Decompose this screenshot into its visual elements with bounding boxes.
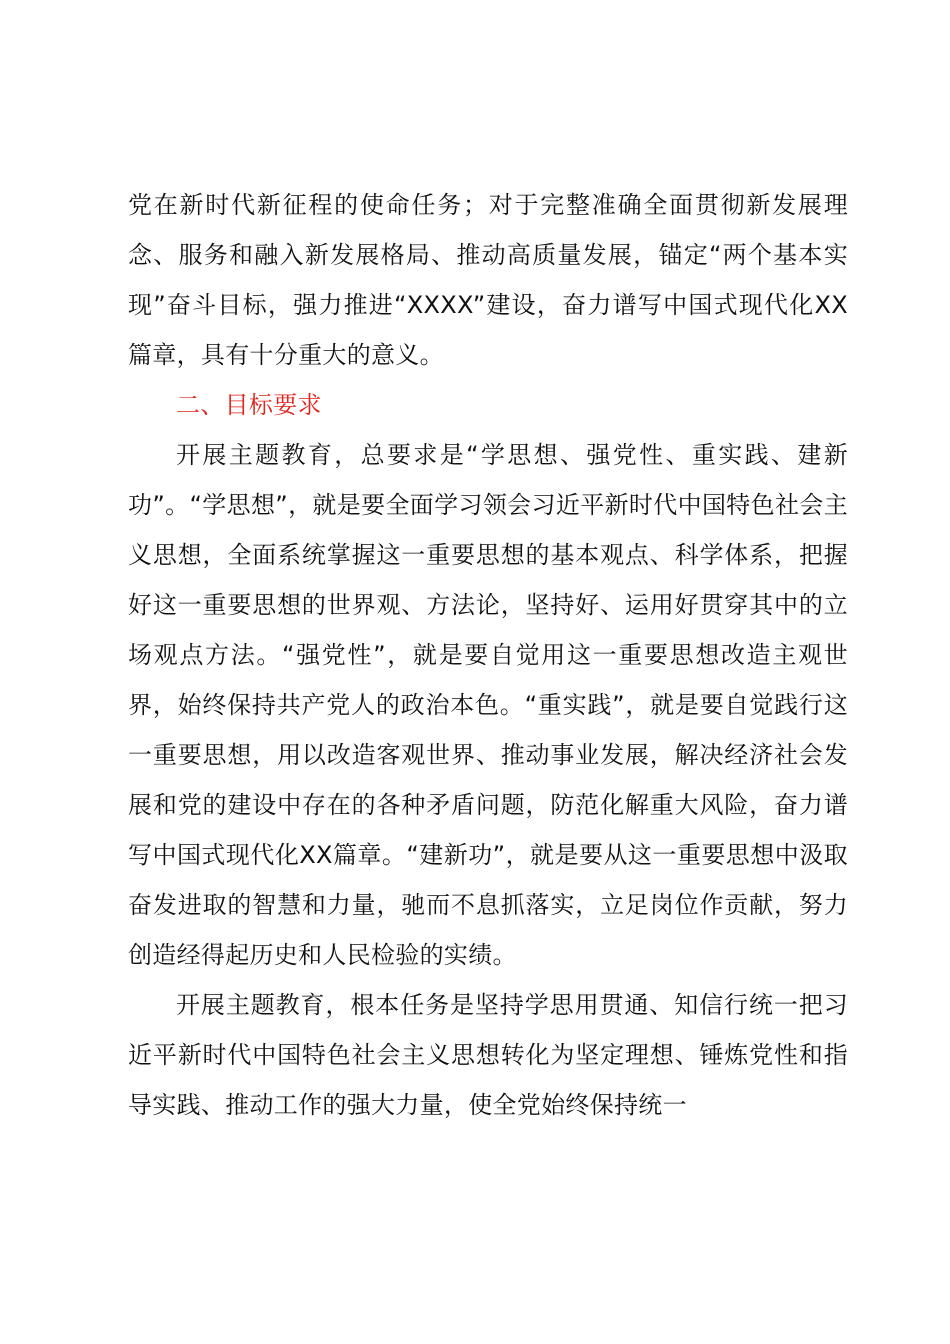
body-paragraph-fundamental-task: 开展主题教育，根本任务是坚持学思用贯通、知信行统一把习近平新时代中国特色社会主义思想转化为坚定理想、锤炼党性和指导实践、推动工作的强大力量，使全党始终保持统一 <box>128 991 848 1119</box>
document-body <box>128 180 848 1130</box>
continuation-paragraph: 党在新时代新征程的使命任务；对于完整准确全面贯彻新发展理念、服务和融入新发展格局、推动高质量发展，锚定“两个基本实现”奋斗目标，强力推进“XXXX”建设，奋力谱写中国式现代化XX篇章，具有十分重大的意义。 <box>128 191 848 369</box>
section-heading-objectives: 二、目标要求 <box>176 391 322 419</box>
body-paragraph-requirements: 开展主题教育，总要求是“学思想、强党性、重实践、建新功”。“学思想”，就是要全面学习领会习近平新时代中国特色社会主义思想，全面系统掌握这一重要思想的基本观点、科学体系，把握好这一重要思想的世界观、方法论，坚持好、运用好贯穿其中的立场观点方法。“强党性”，就是要自觉用这一重要思想改造主观世界，始终保持共产党人的政治本色。“重实践”，就是要自觉践行这一重要思想，用以改造客观世界、推动事业发展，解决经济社会发展和党的建设中存在的各种矛盾问题，防范化解重大风险，奋力谱写中国式现代化XX篇章。“建新功”，就是要从这一重要思想中汲取奋发进取的智慧和力量，驰而不息抓落实，立足岗位作贡献，努力创造经得起历史和人民检验的实绩。 <box>128 441 848 969</box>
